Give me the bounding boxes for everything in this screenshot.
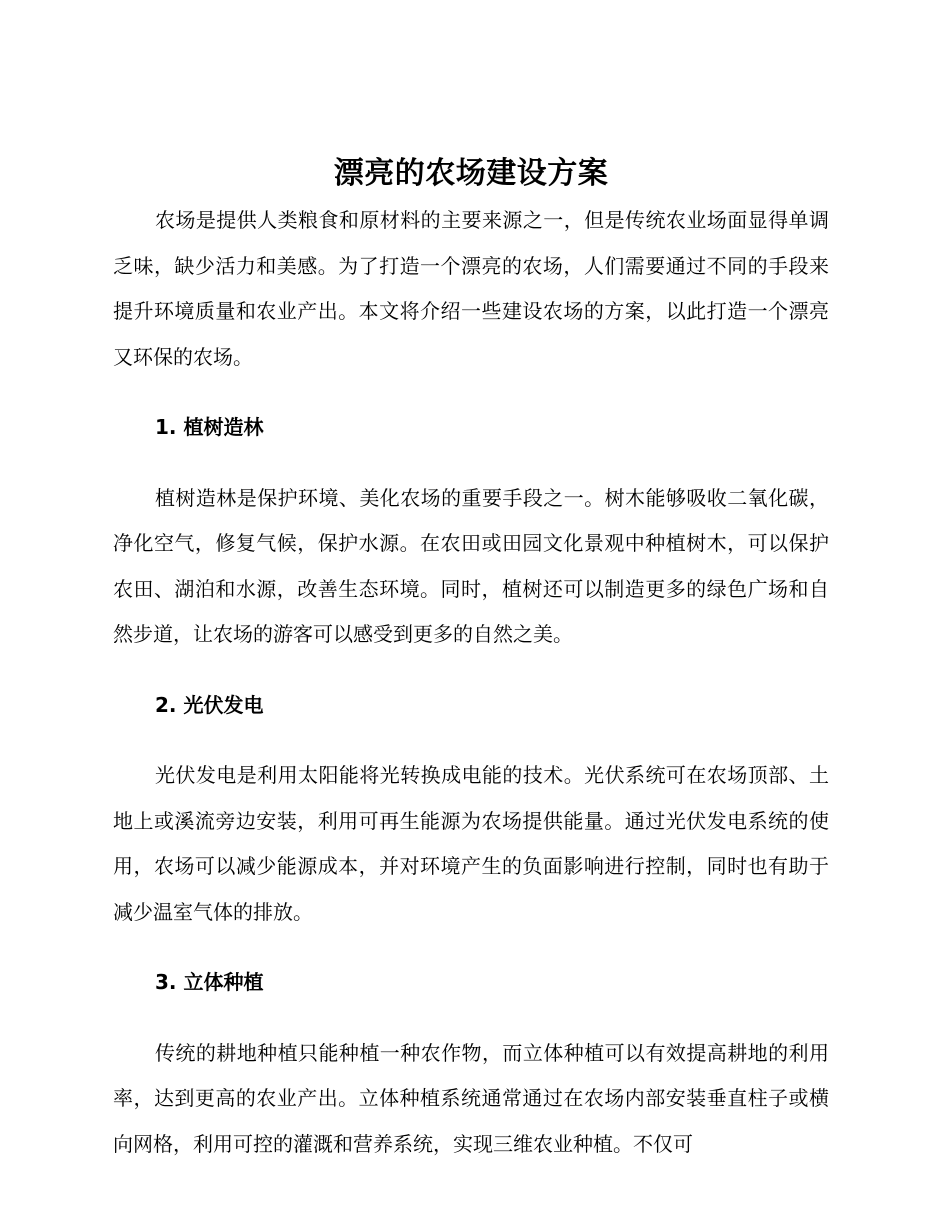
- document-page: [113, 150, 829, 1167]
- spacer: [113, 1006, 829, 1031]
- spacer: [113, 728, 829, 753]
- spacer: [113, 451, 829, 476]
- intro-paragraph: 农场是提供人类粮食和原材料的主要来源之一，但是传统农业场面显得单调乏味，缺少活力和美感。为了打造一个漂亮的农场，人们需要通过不同的手段来提升环境质量和农业产出。本文将介绍一些建设农场的方案，以此打造一个漂亮又环保的农场。: [113, 208, 829, 369]
- section-body-3: 传统的耕地种植只能种植一种农作物，而立体种植可以有效提高耕地的利用率，达到更高的农业产出。立体种植系统通常通过在农场内部安装垂直柱子或横向网格，利用可控的灌溉和营养系统，实现三维农业种植。不仅可: [113, 1040, 829, 1156]
- section-body-1: 植树造林是保护环境、美化农场的重要手段之一。树木能够吸收二氧化碳，净化空气，修复气候，保护水源。在农田或田园文化景观中种植树木，可以保护农田、湖泊和水源，改善生态环境。同时，植树还可以制造更多的绿色广场和自然步道，让农场的游客可以感受到更多的自然之美。: [113, 485, 829, 646]
- section-body-2: 光伏发电是利用太阳能将光转换成电能的技术。光伏系统可在农场顶部、土地上或溪流旁边安装，利用可再生能源为农场提供能量。通过光伏发电系统的使用，农场可以减少能源成本，并对环境产生的负面影响进行控制，同时也有助于减少温室气体的排放。: [113, 763, 829, 924]
- section-heading-3: 3. 立体种植: [155, 970, 264, 994]
- spacer: [113, 935, 829, 960]
- section-heading-2: 2. 光伏发电: [155, 692, 264, 717]
- spacer: [113, 380, 829, 405]
- spacer: [113, 658, 829, 683]
- section-heading-1: 1. 植树造林: [155, 415, 264, 439]
- document-title: 漂亮的农场建设方案: [333, 156, 609, 191]
